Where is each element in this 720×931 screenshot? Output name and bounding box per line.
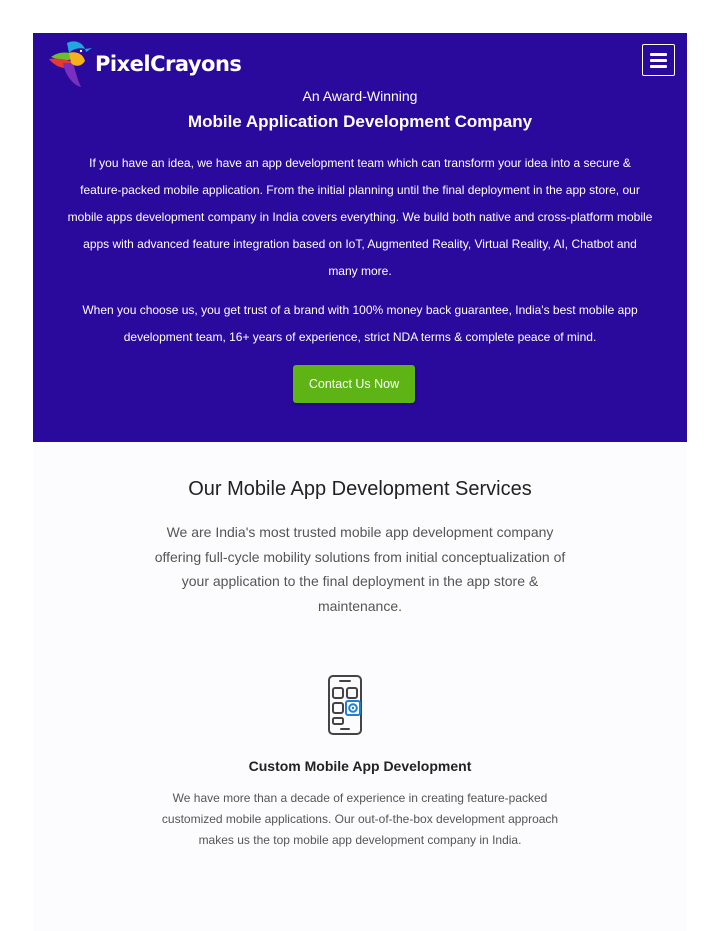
services-intro: We are India's most trusted mobile app development company offering full-cycle mobility solutions from initial conceptualization of your application to the final deployment in the app store & maintenance. bbox=[154, 524, 566, 614]
service-card-description: We have more than a decade of experience in creating feature-packed customized mobile applications. Our out-of-the-box development approach makes us the top mobile app development company in India. bbox=[161, 791, 559, 847]
hero-eyebrow: An Award-Winning bbox=[302, 88, 418, 104]
service-card-title: Custom Mobile App Development bbox=[248, 758, 472, 774]
hummingbird-logo-icon bbox=[45, 39, 93, 89]
logo[interactable] bbox=[45, 39, 241, 89]
services-title: Our Mobile App Development Services bbox=[188, 478, 532, 500]
brand-name: PixelCrayons bbox=[95, 52, 242, 76]
hero-headline: Mobile Application Development Company bbox=[187, 112, 533, 131]
mobile-app-gear-icon bbox=[325, 674, 365, 736]
hero-paragraph-2: When you choose us, you get trust of a brand with 100% money back guarantee, India's best mobile app development team, 16+ years of experience, strict NDA terms & complete peace of mind. bbox=[82, 303, 638, 344]
hero-paragraph-1: If you have an idea, we have an app development team which can transform your idea into a secure & feature-packed mobile application. From the initial planning until the final deployment in the app store, our mobile apps development company in India covers everything. We build both native and cross-platform mobile apps with advanced feature integration based on IoT, Augmented Reality, Virtual Reality, AI, Chatbot and many more. bbox=[67, 156, 653, 278]
hero-section bbox=[33, 33, 687, 442]
menu-button[interactable] bbox=[642, 44, 675, 76]
contact-us-button[interactable]: Contact Us Now bbox=[293, 365, 415, 403]
services-section bbox=[33, 442, 687, 931]
hamburger-icon bbox=[650, 53, 667, 56]
